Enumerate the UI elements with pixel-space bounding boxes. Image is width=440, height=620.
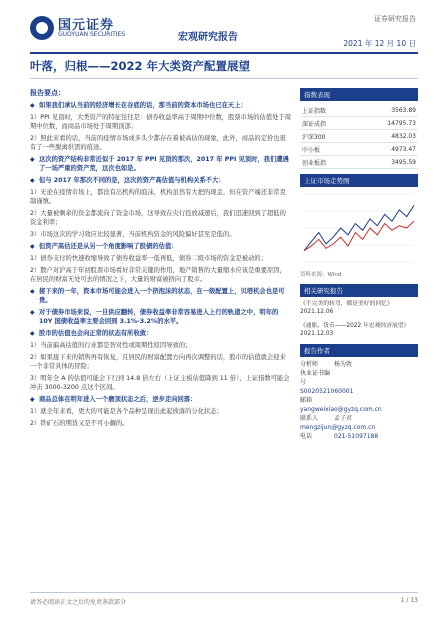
page-number: 1 / 13 (400, 597, 418, 604)
key-point: ◆ 但与 2017 年那次不同的是，这次的资产高估值与机构关系不大： (30, 176, 292, 185)
index-name: 创业板指 (300, 156, 355, 169)
paragraph: 1）无论在疫情市场上，都没有出机构的泡沫，机构虽然有大把的现金，但在资产端还非常克制谨慎。 (30, 189, 286, 205)
index-name: 上证指数 (300, 104, 355, 117)
paragraph: 1）债券支付的快速收缩导致了债券收益率一低再低，债券二级市场的资金是被动的； (30, 255, 267, 262)
index-value: 3563.89 (355, 104, 419, 117)
key-point: ◆ 如果我们承认当前的经济增长在谷底的话，那当前的资本市场也已在天上： (30, 101, 292, 110)
brand-logo-icon (30, 16, 54, 40)
paragraph: 2）铁矿石的期货又是不可小觑的。 (30, 420, 129, 427)
market-trend-svg (300, 190, 418, 268)
analyst-name: 杨为敩 (334, 361, 353, 368)
index-value: 14795.73 (355, 117, 419, 130)
cert-label: 执业证书编号 (300, 370, 331, 386)
paragraph: 2）大量被剩余的资金都流向了资金市场，这导致在央行投放减速后，我们迅速回到了超低的资金利率； (30, 210, 286, 226)
key-point: ◆ 接下来的一年，资本市场可能会进入一个挤泡沫的状态，在一级配置上，贝塔机会也是可贵。 (30, 287, 292, 305)
index-table (300, 104, 418, 169)
footer-disclaimer: 请务必阅读正文之后的免责条款部分 (30, 599, 127, 606)
related-report-link[interactable]: 《不完美的转弯，都是美好的回忆》2021.12.06 (300, 301, 393, 315)
index-row (300, 104, 418, 117)
contact-email-link[interactable]: mengzijun@gyzq.com.cn (300, 424, 376, 431)
index-name: 深证成指 (300, 117, 355, 130)
chart-title: 上证市场走势图 (300, 174, 418, 187)
contact-name: 孟子君 (334, 415, 353, 422)
index-row (300, 130, 418, 143)
index-value: 3495.59 (355, 156, 419, 169)
key-point: ◆ 商品总体在明年进入一个磨顶状态之后，逆步走向回落： (30, 395, 292, 404)
footer-divider (30, 592, 418, 593)
index-row (300, 143, 418, 156)
paragraph: 2）如果接下来的销售再有恢复，且居民的财富配置方向再次调整的话，股市的估值就会迎来一个非常具体的冒险； (30, 354, 286, 370)
paragraph: 2）散户对沪高于年初股票市场看好非常关键的作用，地产销售的大量缩水应该是重要原因，在居民的财富无处可去的情况之下，大量的财富被挤向了股市。 (30, 267, 286, 283)
paragraph: 3）明年全 A 的估值可能会下行到 14.8 倍左右（上证主板估值降到 11 倍），上证指数可能会冲击 3000-3200 点这个区间。 (30, 375, 290, 391)
sidebar (300, 88, 418, 441)
index-value: 4832.03 (355, 130, 419, 143)
brand-name-cn: 国元证券 (58, 18, 115, 33)
related-report-link[interactable]: 《通胀、货币——2022 年宏观经济展望》2021.12.03 (300, 323, 410, 337)
index-row (300, 156, 418, 169)
summary-paragraphs (30, 101, 292, 428)
cert-number: S0020521060001 (300, 388, 354, 395)
analyst-title: 报告作者 (300, 344, 418, 357)
chart-source: 资料来源：Wind (300, 272, 342, 278)
brand-name-en: GUOYUAN SECURITIES (58, 31, 126, 38)
main-content (30, 88, 292, 431)
header-meta (343, 14, 416, 49)
report-title: 叶落，归根——2022 年大类资产配置展望 (30, 59, 251, 73)
analyst-info (300, 360, 418, 441)
brand-logo (30, 14, 140, 44)
paragraph: 1）PPI 见顶时，大类资产的特征往往是：债券收益率高于周期中位数，股票市场的估值处于周期中位数，而商品市场处于周期顶部； (30, 114, 292, 130)
market-trend-chart (300, 190, 418, 268)
paragraph: 1）当前偏高估值的行业都是智对性或周期性原因导致的； (30, 342, 192, 349)
paragraph: 3）市场这次的学习效应比较显著，当前机构资金的风险偏好甚至是低的。 (30, 231, 236, 238)
phone-label: 电话 (300, 433, 313, 440)
report-header (0, 0, 440, 56)
title-divider (30, 78, 418, 79)
contact-label: 联系人 (300, 415, 319, 422)
index-value: 4973.47 (355, 143, 419, 156)
key-point: ◆ 但资产高估还是从另一个角度影响了股债的估值： (30, 242, 292, 251)
paragraph: 2）照此来看的话，当前的疫情市场成多头少都存在着被高估的现象，此外，商品的定价也很有了一些脱离供需的痕迹。 (30, 135, 286, 151)
report-date: 2021 年 12 月 10 日 (343, 39, 416, 48)
key-point: ◆ 对于债券市场来说，一旦供应翻转，债券收益率非常容易进入上行的轨道之中，明年的 10Y 国债收益率主要会回到 3.1%-3.2%的水平。 (30, 308, 292, 326)
index-row (300, 117, 418, 130)
index-name: 中小板 (300, 143, 355, 156)
analyst-email-link[interactable]: yangweixiao@gyzq.com.cn (300, 406, 382, 413)
index-table-title: 指数表现 (300, 88, 418, 101)
report-category: 证券研究报告 (374, 15, 416, 23)
key-point: ◆ 股市的估值也会向正常的状态有所收敛： (30, 329, 292, 338)
related-title: 相关研究报告 (300, 284, 418, 297)
paragraph: 1）就全年来看，更大的可能是各个品种呈现出此起彼落的分化状态； (30, 408, 223, 415)
analyst-label: 分析师 (300, 361, 319, 368)
header-divider (30, 52, 418, 54)
index-name: 沪深300 (300, 130, 355, 143)
report-type: 宏观研究报告 (178, 32, 238, 43)
related-list (300, 300, 418, 338)
email-label: 邮箱 (300, 397, 313, 404)
phone-number: 021-51097188 (334, 433, 379, 440)
key-point: ◆ 这次的资产结构非常近似于 2017 年 PPI 见顶的那次，2017 年 PPI 见顶时，我们遭遇了一场严重的资产荒，这次也如是。 (30, 155, 292, 173)
summary-label: 报告要点： (30, 89, 65, 97)
